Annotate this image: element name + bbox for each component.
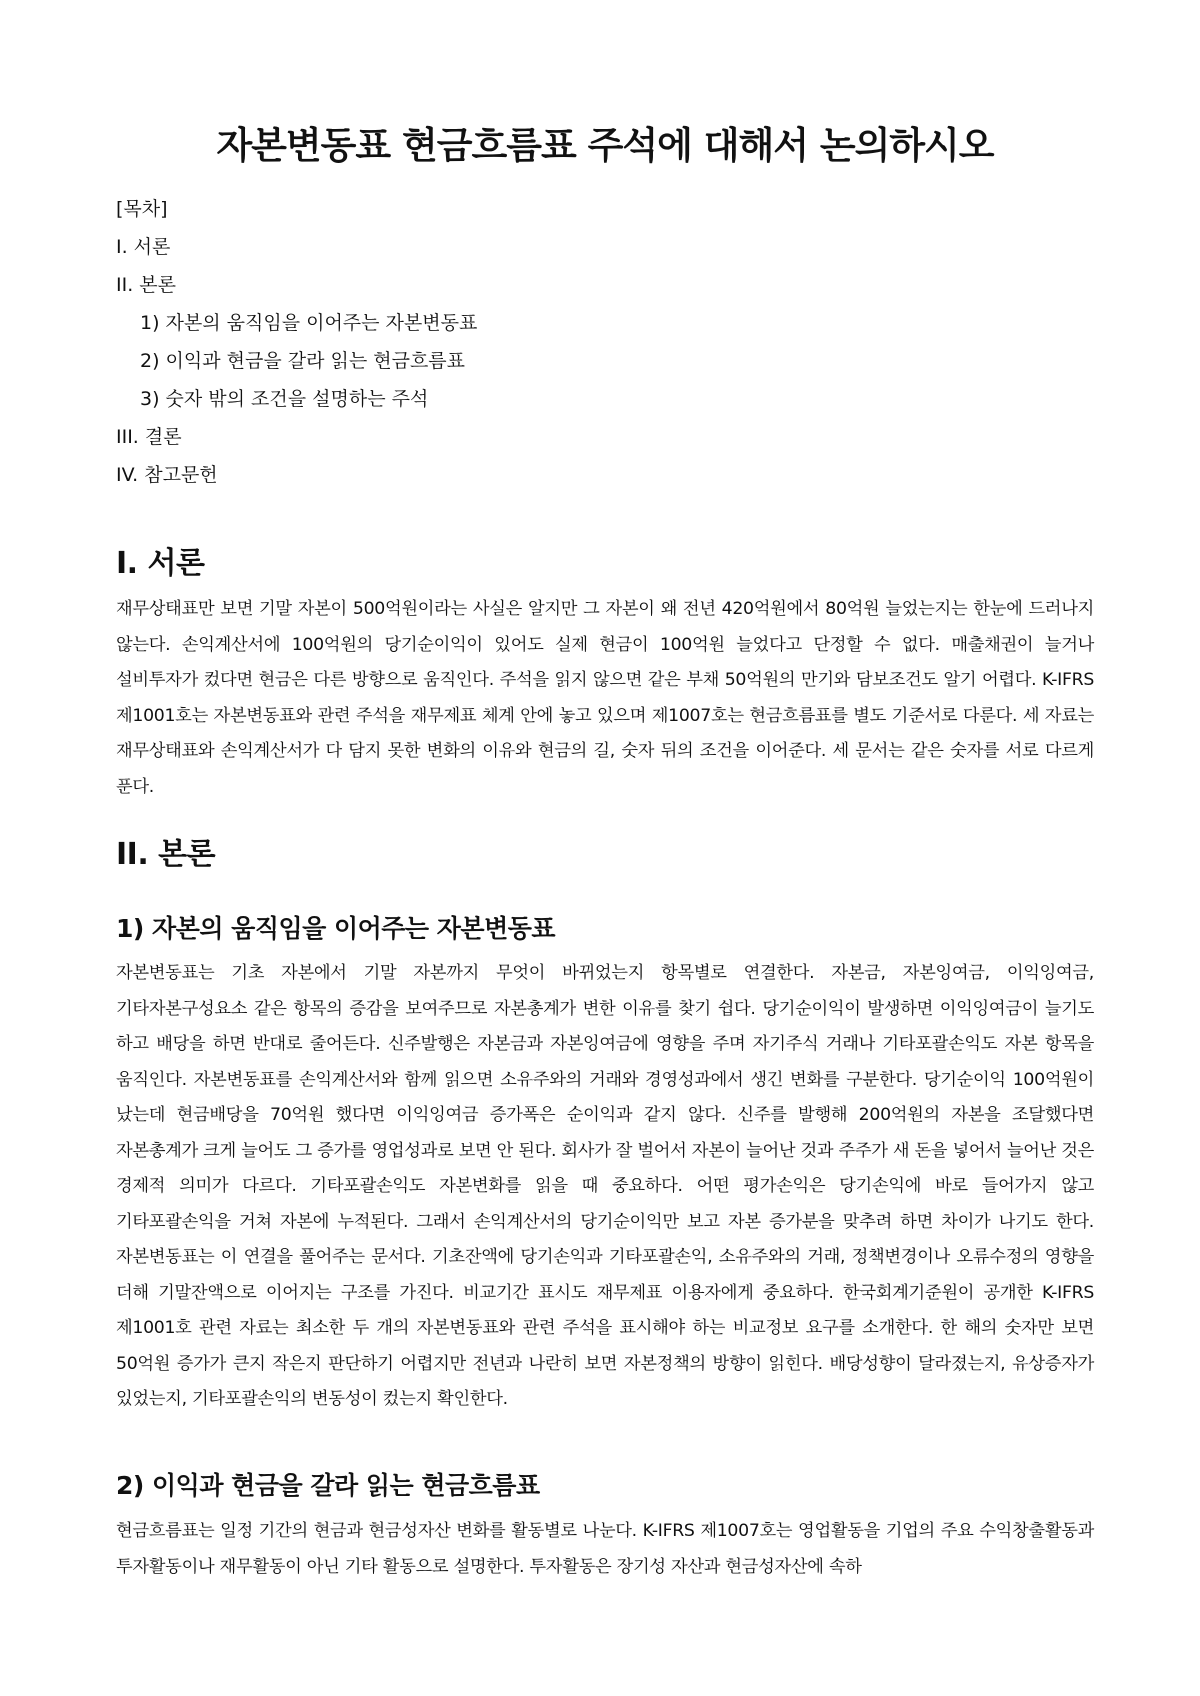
toc-item-sub3: 3) 숫자 밖의 조건을 설명하는 주석 [140, 388, 429, 410]
document-title: 자본변동표 현금흐름표 주석에 대해서 논의하시오 [216, 124, 994, 167]
toc-heading: [목차] [116, 198, 168, 220]
table-of-contents [116, 190, 1094, 494]
subsection-heading-statement-of-changes-in-equity: 1) 자본의 움직임을 이어주는 자본변동표 [116, 914, 556, 943]
subsection-heading-cash-flow-statement: 2) 이익과 현금을 갈라 읽는 현금흐름표 [116, 1471, 540, 1500]
section-heading-body: II. 본론 [116, 837, 216, 872]
toc-item-body: II. 본론 [116, 274, 176, 296]
intro-paragraph: 재무상태표만 보면 기말 자본이 500억원이라는 사실은 알지만 그 자본이 왜 전년 420억원에서 80억원 늘었는지는 한눈에 드러나지 않는다. 손익계산서에 100억원의 당기순이익이 있어도 실제 현금이 100억원 늘었다고 단정할 수 없다. 매출채권이 늘거나 설비투자가 컸다면 현금은 다른 방향으로 움직인다. 주석을 읽지 않으면 같은 부채 50억원의 만기와 담보조건도 알기 어렵다. K-IFRS 제1001호는 자본변동표와 관련 주석을 재무제표 체계 안에 놓고 있으며 제1007호는 현금흐름표를 별도 기준서로 다룬다. 세 자료는 재무상태표와 손익계산서가 다 담지 못한 변화의 이유와 현금의 길, 숫자 뒤의 조건을 이어준다. 세 문서는 같은 숫자를 서로 다르게 푼다. [116, 599, 1094, 797]
toc-item-sub2: 2) 이익과 현금을 갈라 읽는 현금흐름표 [140, 350, 466, 372]
toc-item-sub1: 1) 자본의 움직임을 이어주는 자본변동표 [140, 312, 478, 334]
toc-item-references: IV. 참고문헌 [116, 464, 218, 486]
statement-of-changes-in-equity-paragraph: 자본변동표는 기초 자본에서 기말 자본까지 무엇이 바뀌었는지 항목별로 연결한다. 자본금, 자본잉여금, 이익잉여금, 기타자본구성요소 같은 항목의 증감을 보여주므로 자본총계가 변한 이유를 찾기 쉽다. 당기순이익이 발생하면 이익잉여금이 늘기도 하고 배당을 하면 반대로 줄어든다. 신주발행은 자본금과 자본잉여금에 영향을 주며 자기주식 거래나 기타포괄손익도 자본 항목을 움직인다. 자본변동표를 손익계산서와 함께 읽으면 소유주와의 거래와 경영성과에서 생긴 변화를 구분한다. 당기순이익 100억원이 났는데 현금배당을 70억원 했다면 이익잉여금 증가폭은 순이익과 같지 않다. 신주를 발행해 200억원의 자본을 조달했다면 자본총계가 크게 늘어도 그 증가를 영업성과로 보면 안 된다. 회사가 잘 벌어서 자본이 늘어난 것과 주주가 새 돈을 넣어서 늘어난 것은 경제적 의미가 다르다. 기타포괄손익도 자본변화를 읽을 때 중요하다. 어떤 평가손익은 당기손익에 바로 들어가지 않고 기타포괄손익을 거쳐 자본에 누적된다. 그래서 손익계산서의 당기순이익만 보고 자본 증가분을 맞추려 하면 차이가 나기도 한다. 자본변동표는 이 연결을 풀어주는 문서다. 기초잔액에 당기손익과 기타포괄손익, 소유주와의 거래, 정책변경이나 오류수정의 영향을 더해 기말잔액으로 이어지는 구조를 가진다. 비교기간 표시도 재무제표 이용자에게 중요하다. 한국회계기준원이 공개한 K-IFRS 제1001호 관련 자료는 최소한 두 개의 자본변동표와 관련 주석을 표시해야 하는 비교정보 요구를 소개한다. 한 해의 숫자만 보면 50억원 증가가 큰지 작은지 판단하기 어렵지만 전년과 나란히 보면 자본정책의 방향이 읽힌다. 배당성향이 달라졌는지, 유상증자가 있었는지, 기타포괄손익의 변동성이 컸는지 확인한다. [116, 963, 1094, 1409]
section-heading-intro: I. 서론 [116, 546, 205, 581]
cash-flow-statement-paragraph: 현금흐름표는 일정 기간의 현금과 현금성자산 변화를 활동별로 나눈다. K-IFRS 제1007호는 영업활동을 기업의 주요 수익창출활동과 투자활동이나 재무활동이 아닌 기타 활동으로 설명한다. 투자활동은 장기성 자산과 현금성자산에 속하 [116, 1521, 1094, 1577]
toc-item-intro: I. 서론 [116, 236, 171, 258]
toc-item-conclusion: III. 결론 [116, 426, 182, 448]
